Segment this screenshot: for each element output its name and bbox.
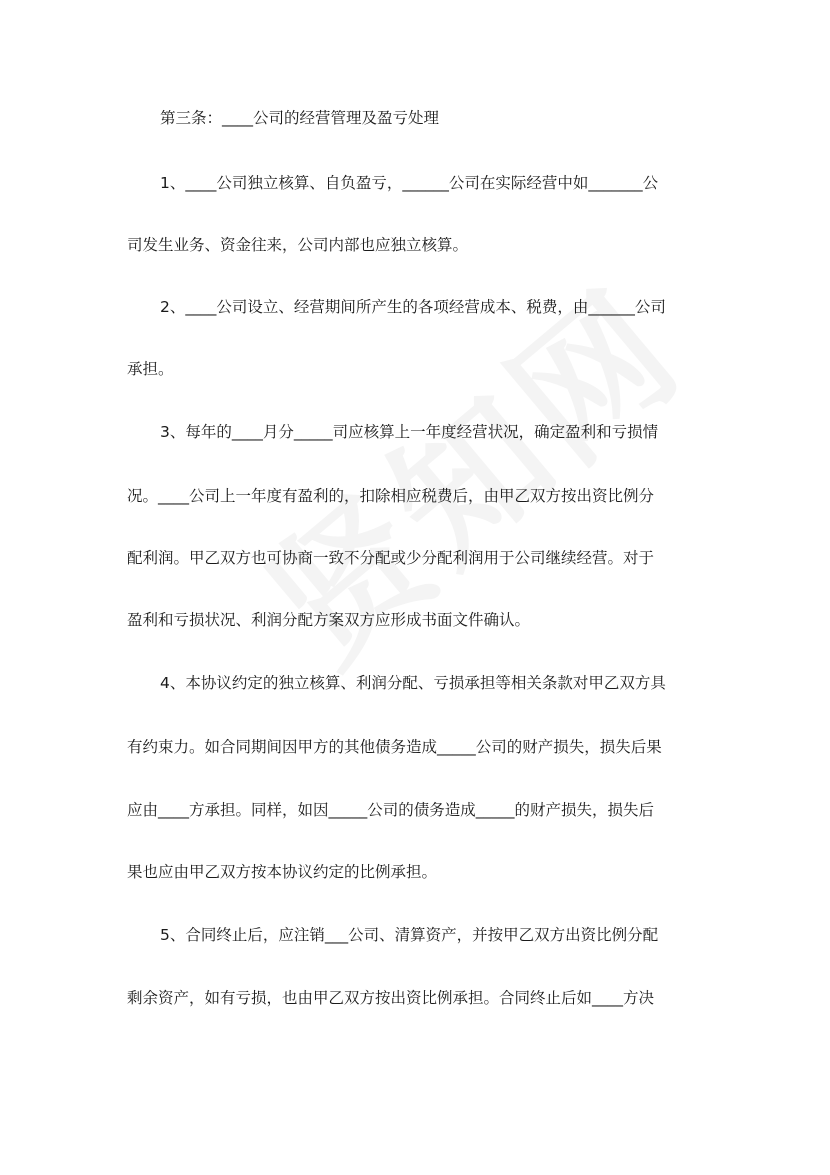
clause-5-line-1: 5、合同终止后，应注销___公司、清算资产，并按甲乙双方出资比例分配: [160, 926, 659, 944]
clause-5-line-2: 剩余资产，如有亏损，也由甲乙双方按出资比例承担。合同终止后如____方决: [127, 989, 655, 1007]
clause-3-line-4: 盈利和亏损状况、利润分配方案双方应形成书面文件确认。: [127, 611, 531, 629]
clause-2-line-2: 承担。: [127, 360, 174, 378]
clause-2-line-1: 2、____公司设立、经营期间所产生的各项经营成本、税费，由______公司: [160, 298, 666, 316]
article-heading: 第三条：____公司的经营管理及盈亏处理: [160, 109, 440, 127]
clause-1-line-1: 1、____公司独立核算、自负盈亏，______公司在实际经营中如_______公: [160, 174, 659, 192]
clause-3-line-2: 况。____公司上一年度有盈利的，扣除相应税费后，由甲乙双方按出资比例分: [127, 487, 655, 505]
clause-1-line-2: 司发生业务、资金往来，公司内部也应独立核算。: [127, 236, 469, 254]
clause-4-line-4: 果也应由甲乙双方按本协议约定的比例承担。: [127, 863, 438, 881]
clause-3-line-1: 3、每年的____月分_____司应核算上一年度经营状况，确定盈利和亏损情: [160, 423, 659, 441]
clause-4-line-2: 有约束力。如合同期间因甲方的其他债务造成_____公司的财产损失，损失后果: [127, 738, 662, 756]
clause-4-line-3: 应由____方承担。同样，如因_____公司的债务造成_____的财产损失，损失后: [127, 801, 655, 819]
clause-4-line-1: 4、本协议约定的独立核算、利润分配、亏损承担等相关条款对甲乙双方具: [160, 674, 666, 692]
clause-3-line-3: 配利润。甲乙双方也可协商一致不分配或少分配利润用于公司继续经营。对于: [127, 549, 655, 567]
